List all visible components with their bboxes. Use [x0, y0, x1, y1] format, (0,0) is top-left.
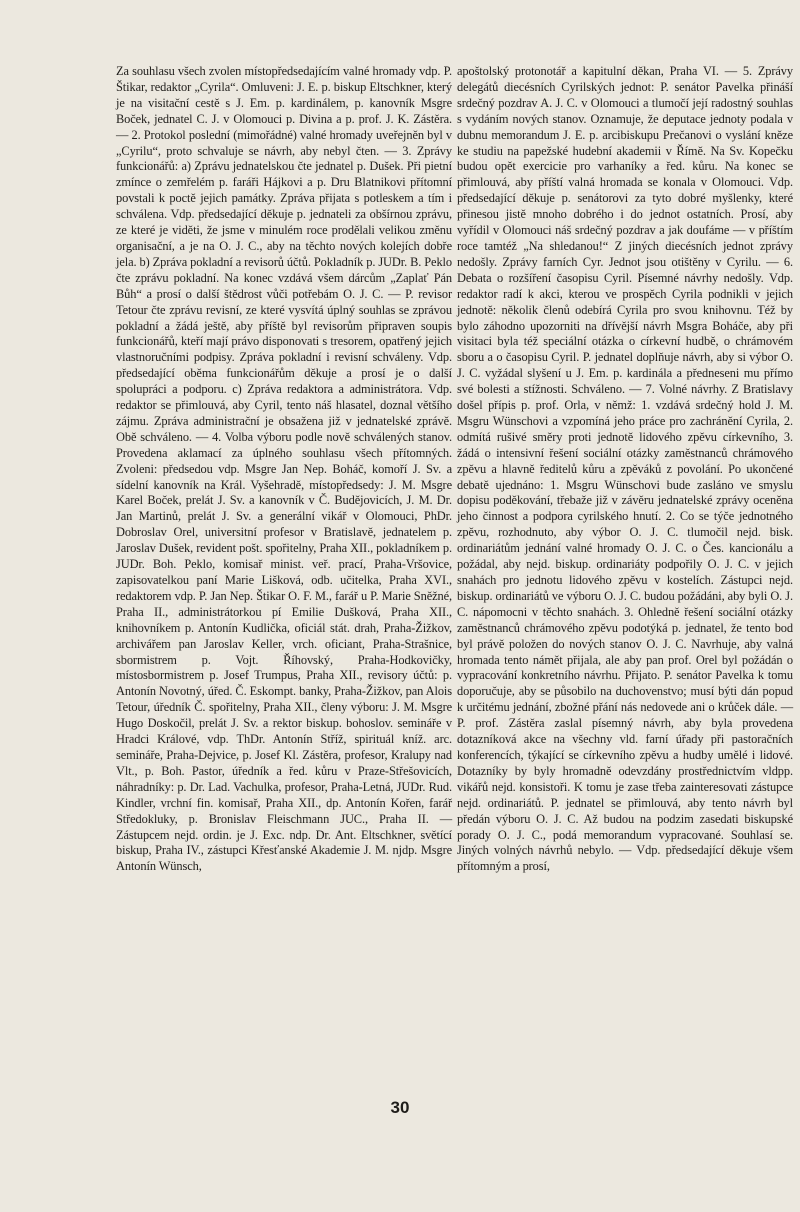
right-column — [457, 64, 793, 875]
left-column — [116, 64, 452, 875]
left-column-text: Za souhlasu všech zvolen místopředsedajícím valné hromady vdp. P. Štikar, redaktor „Cyrila“. Omluveni: J. E. p. biskup Eltschkner, který je na visitační cestě s J. Em. p. kardinálem, p. kanovník Msgre Boček, jednatel C. J. v Olomouci p. Divina a p. prof. J. K. Zástěra. — 2. Protokol poslední (mimořádné) valné hromady uveřejněn byl v „Cyrilu“, proto schvaluje se návrh, aby nebyl čten. — 3. Zprávy funkcionářů: a) Zprávu jednatelskou čte jednatel p. Dušek. Při pietní zmínce o zemřelém p. faráři Hájkovi a p. Dru Blatnikovi přítomní povstali k poctě jejich památky. Zpráva přijata s potleskem a tím i schválena. Vdp. předsedající děkuje p. jednateli za obšírnou zprávu, ze které je viděti, že jsme v minulém roce prodělali velikou změnu organisační, a je na O. J. C., aby na těchto nových kolejích dobře jela. b) Zpráva pokladní a revisorů účtů. Pokladník p. JUDr. B. Peklo čte zprávu pokladní. Na konec vzdává všem dárcům „Zaplať Pán Bůh“ a prosí o další štědrost vůči potřebám O. J. C. — P. revisor Tetour čte zprávu revisní, ze které vysvítá úplný souhlas se zprávou pokladní a žádá ještě, aby příště byl revisorům připraven soupis funkcionářů, kteří mají právo disponovati s tresorem, opatřený jejich vlastnoručními podpisy. Zpráva pokladní i revisní schváleny. Vdp. předsedající oběma funkcionářům děkuje a prosí je o další spolupráci a podporu. c) Zpráva redaktora a administrátora. Vdp. redaktor se přimlouvá, aby Cyril, tento náš hlasatel, doznal většího zájmu. Zpráva administrační je obsažena již v jednatelské zprávě. Obě schváleno. — 4. Volba výboru podle nově schválených stanov. Provedena aklamací za úplného souhlasu všech přítomných. Zvoleni: předsedou vdp. Msgre Jan Nep. Boháč, komoří J. Sv. a sídelní kanovník na Král. Vyšehradě, místopředsedy: J. M. Msgre Karel Boček, prelát J. Sv. a kanovník v Č. Budějovicích, J. M. Dr. Jan Martinů, prelát J. Sv. a generální vikář v Olomouci, PhDr. Dobroslav Orel, universitní profesor v Bratislavě, jednatelem p. Jaroslav Dušek, revident pošt. spořitelny, Praha XII., pokladníkem p. JUDr. Boh. Peklo, komisař minist. veř. prací, Praha-Vršovice, zapisovatelkou paní Marie Lišková, odb. učitelka, Praha XVI., redaktorem vdp. P. Jan Nep. Štikar O. F. M., farář u P. Marie Sněžné, Praha II., administrátorkou pí Emilie Dušková, Praha XII., knihovníkem p. Antonín Kudlička, oficiál stát. drah, Praha-Žižkov, archivářem pan Jaroslav Keller, vrch. oficiant, Praha-Strašnice, sbormistrem p. Vojt. Říhovský, Praha-Hodkovičky, místosbormistrem p. Josef Trumpus, Praha XII., revisory účtů: p. Antonín Novotný, úřed. Č. Eskompt. banky, Praha-Žižkov, pan Alois Tetour, úředník Č. spořitelny, Praha XII., členy výboru: J. M. Msgre Hugo Doskočil, prelát J. Sv. a rektor biskup. bohoslov. semináře v Hradci Králové, vdp. ThDr. Antonín Stříž, spirituál kníž. arc. semináře, Praha-Dejvice, p. Josef Kl. Zástěra, profesor, Kralupy nad Vlt., p. Boh. Pastor, úředník a řed. kůru v Praze-Střešovicích, náhradníky: p. Dr. Lad. Vachulka, profesor, Praha-Letná, JUDr. Rud. Kindler, vrchní fin. komisař, Praha XII., dp. Antonín Kořen, farář Středokluky, p. Bronislav Fleischmann JUC., Praha II. — Zástupcem nejd. ordin. je J. Exc. ndp. Dr. Ant. Eltschkner, světící biskup, Praha IV., zástupci Křesťanské Akademie J. M. njdp. Msgre Antonín Wünsch, — [116, 64, 452, 874]
right-column-text: apoštolský protonotář a kapitulní děkan, Praha VI. — 5. Zprávy delegátů diecésních Cyrilských jednot: P. senátor Pavelka přináší srdečný pozdrav A. J. C. v Olomouci a tlumočí její radostný souhlas s vydáním nových stanov. Oznamuje, že deputace jednoty podala v dubnu memorandum J. E. p. arcibiskupu Prečanovi o vyslání kněze ke studiu na papežské hudební akademii v Římě. Na Sv. Kopečku budou opět exercicie pro varhaníky a řed. kůru. Na konec se přimlouvá, aby příští valná hromada se konala v Olomouci. Vdp. předsedající děkuje p. senátorovi za tyto dobré myšlenky, které přinesou jistě mnoho dobrého i do jednot ostatních. Prosí, aby vyřídil v Olomouci náš srdečný pozdrav a jak doufáme — v příštím roce tamtéž „Na shledanou!“ Z jiných diecésních jednot zprávy nedošly. Zprávy farních Cyr. Jednot jsou otištěny v Cyrilu. — 6. Debata o rozšíření časopisu Cyril. Písemné návrhy nedošly. Vdp. redaktor radí k akci, kterou ve prospěch Cyrila podnikli v jejich jednotě: několik členů odebírá Cyrila pro svou knihovnu. Též by bylo záhodno upozorniti na dřívější návrh Msgra Boháče, aby při visitaci byla též speciální otázka o církevní hudbě, o chrámovém sboru a o časopisu Cyril. P. jednatel doplňuje návrh, aby si výbor O. J. C. vyžádal slyšení u J. Em. p. kardinála a předneseni mu přímo své bolesti a stížnosti. Schváleno. — 7. Volné návrhy. Z Bratislavy došel přípis p. prof. Orla, v němž: 1. vzdává srdečný hold J. M. Msgru Wünschovi a vzpomíná jeho práce pro zachránění Cyrila, 2. odmítá rušivé směry proti jednotě lidového zpěvu církevního, 3. žádá o intensivní řešení sociální otázky zaměstnanců chrámového zpěvu a hlavně ředitelů kůru a zpěváků z povolání. Po ukončené debatě ujednáno: 1. Msgru Wünschovi bude zasláno ve smyslu dopisu poděkování, třebaže již v závěru jednatelské zprávy oceněna jeho činnost a podpora cyrilského hnutí. 2. Co se týče jednotného zpěvu, rozhodnuto, aby výbor O. J. C. tlumočil nejd. bisk. ordinariátům jednání valné hromady O. J. C. o Čes. kancionálu a požádal, aby nejd. biskup. ordinariáty podpořily O. J. C. v jejich snahách pro jednotu lidového zpěvu v kostelích. Zástupci nejd. biskup. ordinariátů ve výboru O. J. C. budou požádáni, aby byli O. J. C. nápomocni v těchto snahách. 3. Ohledně řešení sociální otázky zaměstnanců chrámového zpěvu podotýká p. jednatel, že tento bod byl právě položen do nových stanov O. J. C. Navrhuje, aby valná hromada tento námět přijala, ale aby pan prof. Orel byl požádán o vypracování konkretního návrhu. Přijato. P. senátor Pavelka k tomu doporučuje, aby se působilo na duchovenstvo; musí býti dán popud k určitému jednání, zbožné přání nás nedovede ani o krůček dále. — P. prof. Zástěra zaslal písemný návrh, aby byla provedena dotazníková akce na všechny vld. farní úřady při pastoračních konferencích, týkající se církevního zpěvu a hudby umělé i lidové. Dotazníky by byly hromadně odevzdány prostřednictvím vldpp. vikářů nejd. konsistoři. K tomu je zase třeba zainteresovati zástupce nejd. ordinariátů. P. jednatel se přimlouvá, aby tento návrh byl předán výboru O. J. C. Až budou na podzim zasedati biskupské porady O. J. C., podá memorandum vypracované. Souhlasí se. Jiných volných návrhů nebylo. — Vdp. předsedající děkuje všem přítomným a prosí, — [457, 64, 793, 874]
page-number: 30 — [390, 1098, 410, 1117]
